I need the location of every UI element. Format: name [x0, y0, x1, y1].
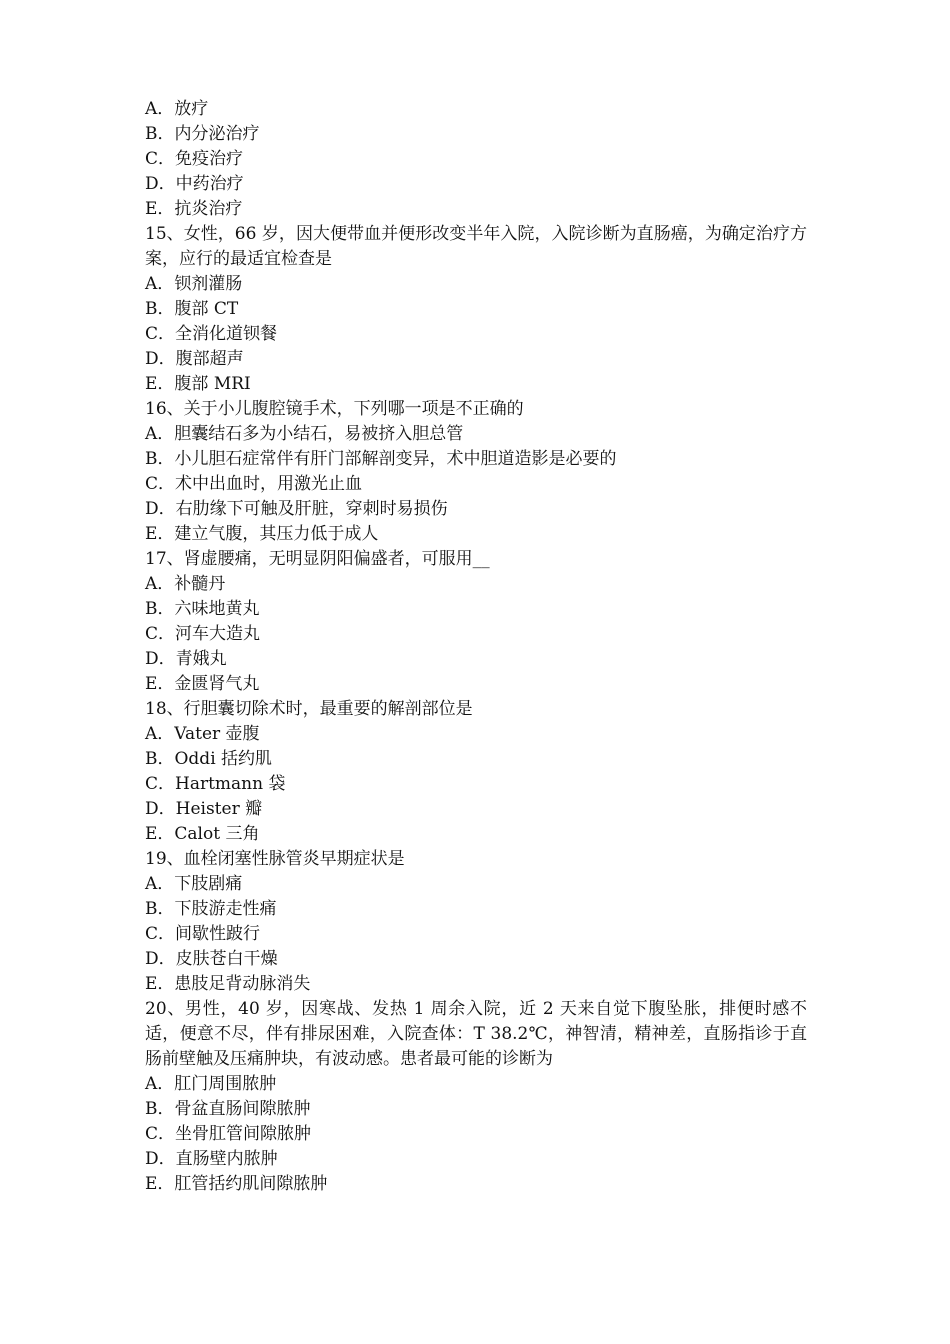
- option-c: C．Hartmann 袋: [145, 774, 286, 794]
- exam-content: [145, 97, 807, 1197]
- question-16: [145, 397, 807, 547]
- option-e: E．建立气腹，其压力低于成人: [145, 524, 379, 544]
- question-stem: 17、肾虚腰痛，无明显阴阳偏盛者，可服用__: [145, 549, 490, 569]
- option-b: B．六味地黄丸: [145, 599, 260, 619]
- question-stem: 19、血栓闭塞性脉管炎早期症状是: [145, 849, 405, 869]
- option-c: C．河车大造丸: [145, 624, 261, 644]
- option-b: B．小儿胆石症常伴有肝门部解剖变异，术中胆道造影是必要的: [145, 449, 617, 469]
- question-20: [145, 997, 807, 1197]
- question-19: [145, 847, 807, 997]
- option-b: B．内分泌治疗: [145, 124, 260, 144]
- option-b: B．Oddi 括约肌: [145, 749, 273, 769]
- option-c: C．间歇性跛行: [145, 924, 261, 944]
- option-b: B．骨盆直肠间隙脓肿: [145, 1099, 311, 1119]
- option-c: C．术中出血时，用激光止血: [145, 474, 363, 494]
- option-d: D．青娥丸: [145, 649, 227, 669]
- question-18: [145, 697, 807, 847]
- option-a: A．肛门周围脓肿: [145, 1074, 277, 1094]
- option-e: E．金匮肾气丸: [145, 674, 260, 694]
- option-a: A．放疗: [145, 99, 209, 119]
- question-stem: 16、关于小儿腹腔镜手术，下列哪一项是不正确的: [145, 399, 524, 419]
- option-d: D．皮肤苍白干燥: [145, 949, 278, 969]
- question-15: [145, 222, 807, 397]
- question-17: [145, 547, 807, 697]
- option-a: A．胆囊结石多为小结石，易被挤入胆总管: [145, 424, 464, 444]
- option-e: E．Calot 三角: [145, 824, 260, 844]
- question-stem: 20、男性，40 岁，因寒战、发热 1 周余入院，近 2 天来自觉下腹坠胀，排便时感不适，便意不尽，伴有排尿困难，入院查体：T 38.2℃，神智清，精神差，直肠指诊于直肠前壁触及压痛肿块，有波动感。患者最可能的诊断为: [145, 999, 807, 1069]
- option-a: A．下肢剧痛: [145, 874, 243, 894]
- option-d: D．腹部超声: [145, 349, 244, 369]
- option-b: B．下肢游走性痛: [145, 899, 277, 919]
- option-e: E．肛管括约肌间隙脓肿: [145, 1174, 328, 1194]
- option-b: B．腹部 CT: [145, 299, 239, 319]
- option-a: A．钡剂灌肠: [145, 274, 243, 294]
- option-c: C．坐骨肛管间隙脓肿: [145, 1124, 312, 1144]
- option-d: D．右肋缘下可触及肝脏，穿刺时易损伤: [145, 499, 448, 519]
- option-a: A．Vater 壶腹: [145, 724, 260, 744]
- option-e: E．患肢足背动脉消失: [145, 974, 311, 994]
- preceding-options: [145, 97, 807, 222]
- option-e: E．腹部 MRI: [145, 374, 251, 394]
- question-stem: 18、行胆囊切除术时，最重要的解剖部位是: [145, 699, 473, 719]
- option-e: E．抗炎治疗: [145, 199, 243, 219]
- option-d: D．直肠壁内脓肿: [145, 1149, 278, 1169]
- option-a: A．补髓丹: [145, 574, 226, 594]
- option-c: C．全消化道钡餐: [145, 324, 278, 344]
- option-c: C．免疫治疗: [145, 149, 244, 169]
- question-stem: 15、女性，66 岁，因大便带血并便形改变半年入院，入院诊断为直肠癌，为确定治疗方案，应行的最适宜检查是: [145, 224, 807, 269]
- option-d: D．中药治疗: [145, 174, 244, 194]
- option-d: D．Heister 瓣: [145, 799, 263, 819]
